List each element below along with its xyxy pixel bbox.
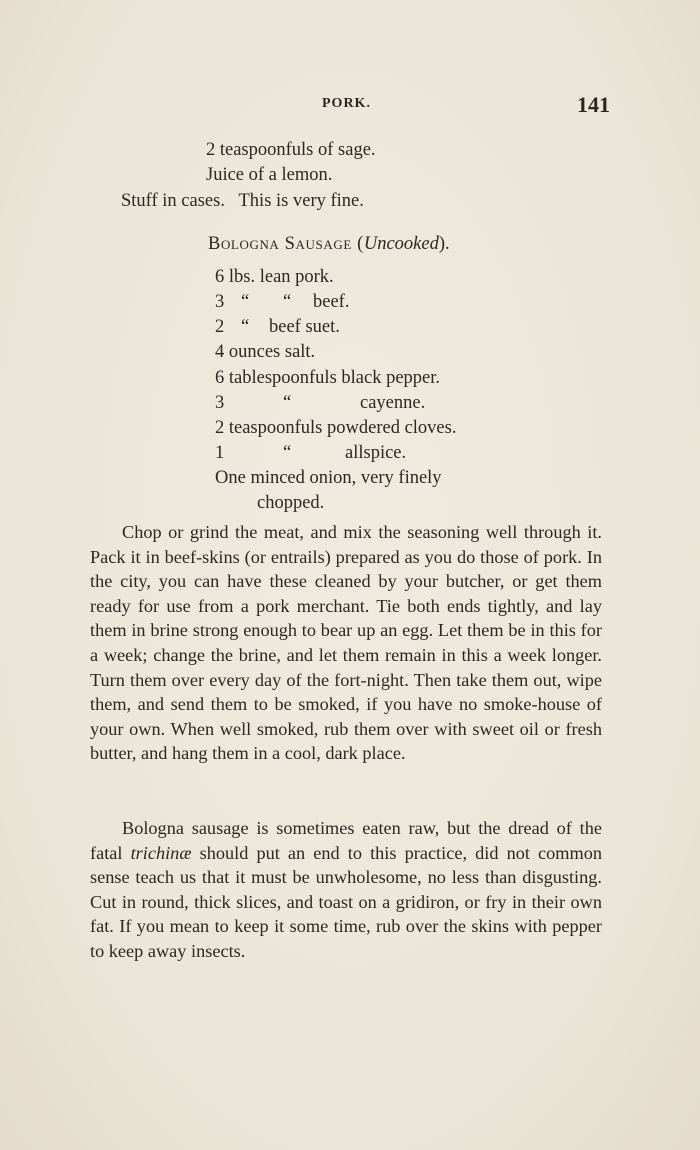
page-number: 141 (577, 92, 610, 117)
running-head (0, 94, 700, 118)
ingredient-item: beef suet. (269, 317, 340, 337)
carryover-line: 2 teaspoonfuls of sage. (206, 140, 376, 160)
ditto-mark: “ (283, 292, 292, 312)
paragraph-text: Bologna sausage is sometimes eaten raw, but the dread of the fatal (90, 818, 602, 863)
ingredient-line: One minced onion, very finely (215, 468, 442, 488)
ingredient-line (215, 441, 435, 465)
ingredient-item: beef. (313, 292, 350, 312)
ingredient-qty: 3 (215, 292, 225, 312)
ingredient-line (215, 315, 415, 339)
ditto-mark: “ (283, 443, 292, 463)
italic-term: trichinæ (130, 842, 192, 863)
carryover-line: Juice of a lemon. (206, 165, 333, 185)
ingredient-line: 4 ounces salt. (215, 342, 316, 362)
ingredient-line: 2 teaspoonfuls powdered cloves. (215, 418, 457, 438)
recipe-title-suffix: ). (438, 234, 450, 254)
ingredient-line-continued: chopped. (257, 493, 325, 513)
ingredient-item: allspice. (345, 443, 407, 463)
body-paragraph (90, 816, 602, 964)
ditto-mark: “ (241, 317, 250, 337)
running-title: PORK. (322, 96, 371, 111)
ingredient-line: 6 lbs. lean pork. (215, 267, 334, 287)
paragraph-text: should put an end to this practice, did not common sense teach us that it must be unwholesome, no less than disgusting. Cut in round, thick slices, and toast on a gridiron, or fry in their own fat. If you mean to keep it some time, rub over the skins with pepper to keep away insects. (90, 842, 602, 961)
recipe-title-main: Bologna Sausage ( (208, 234, 364, 254)
ingredient-qty: 3 (215, 393, 225, 413)
ingredient-line (215, 391, 455, 415)
ingredient-qty: 1 (215, 443, 225, 463)
ditto-mark: “ (283, 393, 292, 413)
ingredient-line (215, 290, 415, 314)
body-paragraph: Chop or grind the meat, and mix the seasoning well through it. Pack it in beef-skins (or entrails) prepared as you do those of pork. In the city, you can have these cleaned by your butcher, or get them ready for use from a pork merchant. Tie both ends tightly, and lay them in brine strong enough to bear up an egg. Let them be in this for a week; change the brine, and let them remain in this a week longer. Turn them over every day of the fort-night. Then take them out, wipe them, and send them to be smoked, if you have no smoke-house of your own. When well smoked, rub them over with sweet oil or fresh butter, and hang them in a cool, dark place. (90, 522, 602, 764)
ditto-mark: “ (241, 292, 250, 312)
recipe-title-italic: Uncooked (363, 234, 439, 254)
ingredient-item: cayenne. (360, 393, 426, 413)
carryover-line: Stuff in cases. This is very fine. (121, 191, 364, 211)
recipe-title (208, 232, 450, 256)
ingredient-qty: 2 (215, 317, 225, 337)
ingredient-line: 6 tablespoonfuls black pepper. (215, 368, 441, 388)
